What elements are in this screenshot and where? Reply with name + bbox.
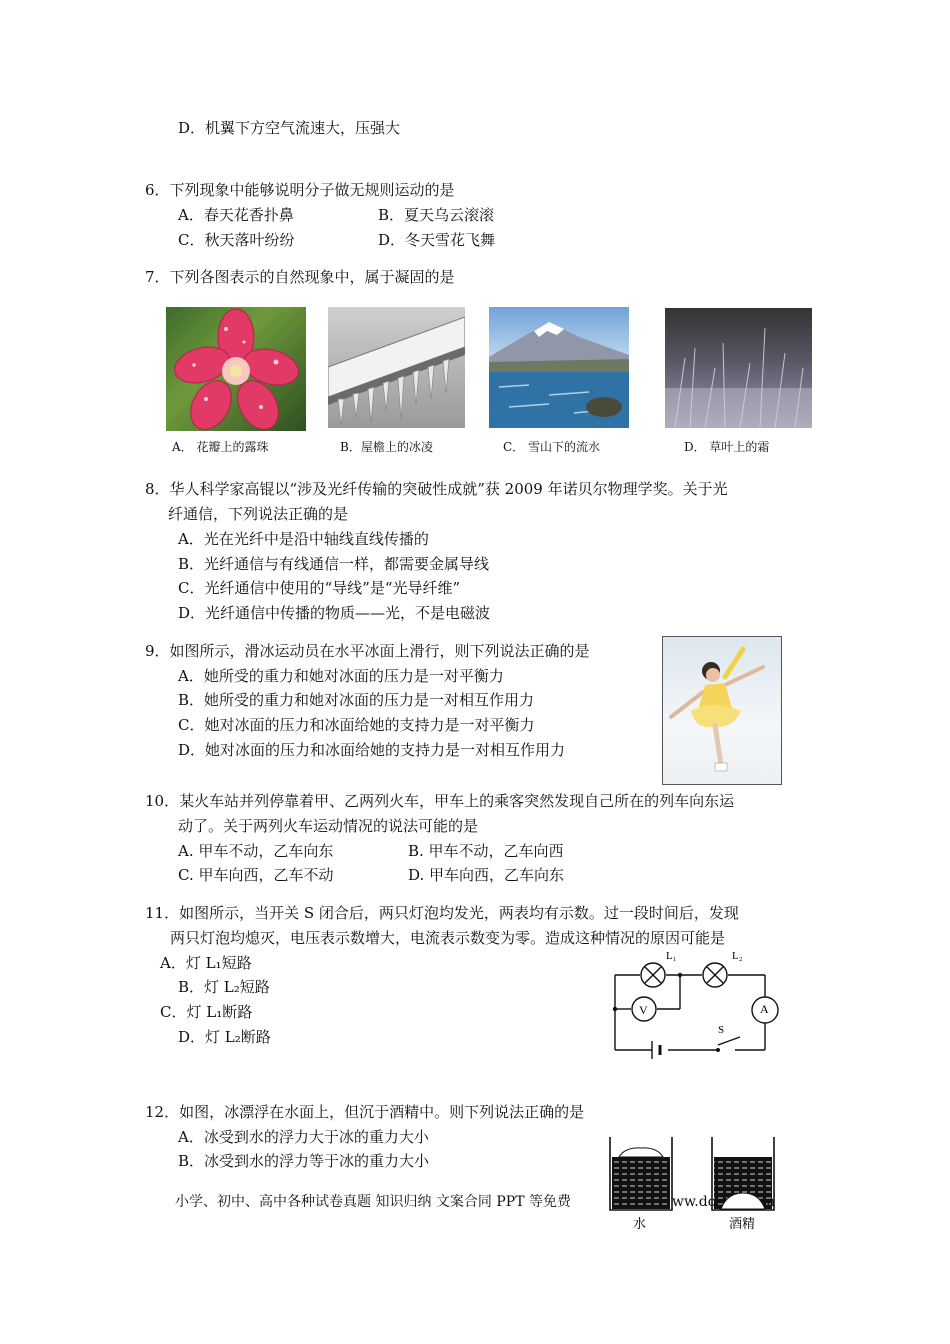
- q12-stem: 12．如图，冰漂浮在水面上，但沉于酒精中。则下列说法正确的是: [145, 1103, 585, 1121]
- q10-stem-line2: 动了。关于两列火车运动情况的说法可能的是: [178, 817, 479, 835]
- q12-option-b: B．冰受到水的浮力等于冰的重力大小: [178, 1152, 430, 1170]
- water-label: 水: [633, 1216, 647, 1231]
- lamp-l1-label: L₁: [666, 950, 677, 962]
- footer-text: 小学、初中、高中各种试卷真题 知识归纳 文案合同 PPT 等免费: [175, 1194, 571, 1210]
- q8-option-c: C．光纤通信中使用的“导线”是“光导纤维”: [178, 579, 461, 597]
- q10-stem-line1: 10．某火车站并列停靠着甲、乙两列火车，甲车上的乘客突然发现自己所在的列车向东运: [145, 792, 735, 810]
- alcohol-label: 酒精: [729, 1216, 756, 1231]
- q5-option-d: D．机翼下方空气流速大，压强大: [178, 119, 401, 137]
- q6-stem: 6．下列现象中能够说明分子做无规则运动的是: [145, 181, 455, 199]
- q6-option-b: B．夏天乌云滚滚: [378, 206, 495, 224]
- ammeter-label: A: [760, 1002, 769, 1016]
- frost-grass-photo: [665, 308, 812, 428]
- q9-option-b: B．她所受的重力和她对冰面的压力是一对相互作用力: [178, 691, 535, 709]
- q9-option-a: A．她所受的重力和她对冰面的压力是一对平衡力: [178, 667, 504, 685]
- q11-stem-line2: 两只灯泡均熄灭，电压表示数增大，电流表示数变为零。造成这种情况的原因可能是: [170, 929, 726, 947]
- q12-option-a: A．冰受到水的浮力大于冰的重力大小: [178, 1128, 429, 1146]
- switch-label: S: [718, 1024, 725, 1036]
- voltmeter-label: V: [639, 1003, 648, 1017]
- q11-option-c: C．灯 L₁断路: [160, 1003, 253, 1021]
- q8-stem-line1: 8．华人科学家高锟以“涉及光纤传输的突破性成就”获 2009 年诺贝尔物理学奖。关于光: [145, 480, 728, 498]
- q6-option-c: C．秋天落叶纷纷: [178, 231, 295, 249]
- q6-option-d: D．冬天雪花飞舞: [378, 231, 496, 249]
- q8-option-d: D．光纤通信中传播的物质——光，不是电磁波: [178, 604, 491, 622]
- q10-option-a: A. 甲车不动，乙车向东: [178, 842, 334, 860]
- icicles-photo: [328, 307, 465, 428]
- q6-option-a: A．春天花香扑鼻: [178, 206, 294, 224]
- q10-option-b: B. 甲车不动，乙车向西: [408, 842, 564, 860]
- q11-option-d: D．灯 L₂断路: [178, 1028, 271, 1046]
- q8-stem-line2: 纤通信，下列说法正确的是: [168, 505, 349, 523]
- q10-option-c: C. 甲车向西，乙车不动: [178, 866, 334, 884]
- q9-option-c: C．她对冰面的压力和冰面给她的支持力是一对平衡力: [178, 716, 535, 734]
- q11-option-a: A．灯 L₁短路: [160, 954, 252, 972]
- q7-caption-a: A． 花瓣上的露珠: [172, 440, 269, 454]
- q11-option-b: B．灯 L₂短路: [178, 978, 270, 996]
- circuit-diagram: [600, 945, 800, 1065]
- q7-caption-c: C． 雪山下的流水: [503, 440, 600, 454]
- q7-caption-d: D． 草叶上的霜: [684, 440, 770, 454]
- footer-url-fragment: ww.do: [672, 1194, 717, 1210]
- q9-stem: 9．如图所示，滑冰运动员在水平冰面上滑行，则下列说法正确的是: [145, 642, 590, 660]
- q10-option-d: D. 甲车向西，乙车向东: [408, 866, 565, 884]
- q8-option-b: B．光纤通信与有线通信一样，都需要金属导线: [178, 555, 490, 573]
- ice-beakers-diagram: [605, 1135, 785, 1235]
- q7-caption-b: B．屋檐上的冰凌: [340, 440, 433, 454]
- footer-url-end: n: [766, 1194, 776, 1210]
- lamp-l2-label: L₂: [732, 950, 743, 962]
- q11-stem-line1: 11．如图所示，当开关 S 闭合后，两只灯泡均发光，两表均有示数。过一段时间后，发现: [145, 904, 739, 922]
- ice-skater-photo: [662, 636, 782, 785]
- flower-dew-photo: [166, 307, 306, 431]
- q7-stem: 7．下列各图表示的自然现象中，属于凝固的是: [145, 268, 455, 286]
- q9-option-d: D．她对冰面的压力和冰面给她的支持力是一对相互作用力: [178, 741, 566, 759]
- q8-option-a: A．光在光纤中是沿中轴线直线传播的: [178, 530, 429, 548]
- snow-mountain-photo: [489, 307, 629, 428]
